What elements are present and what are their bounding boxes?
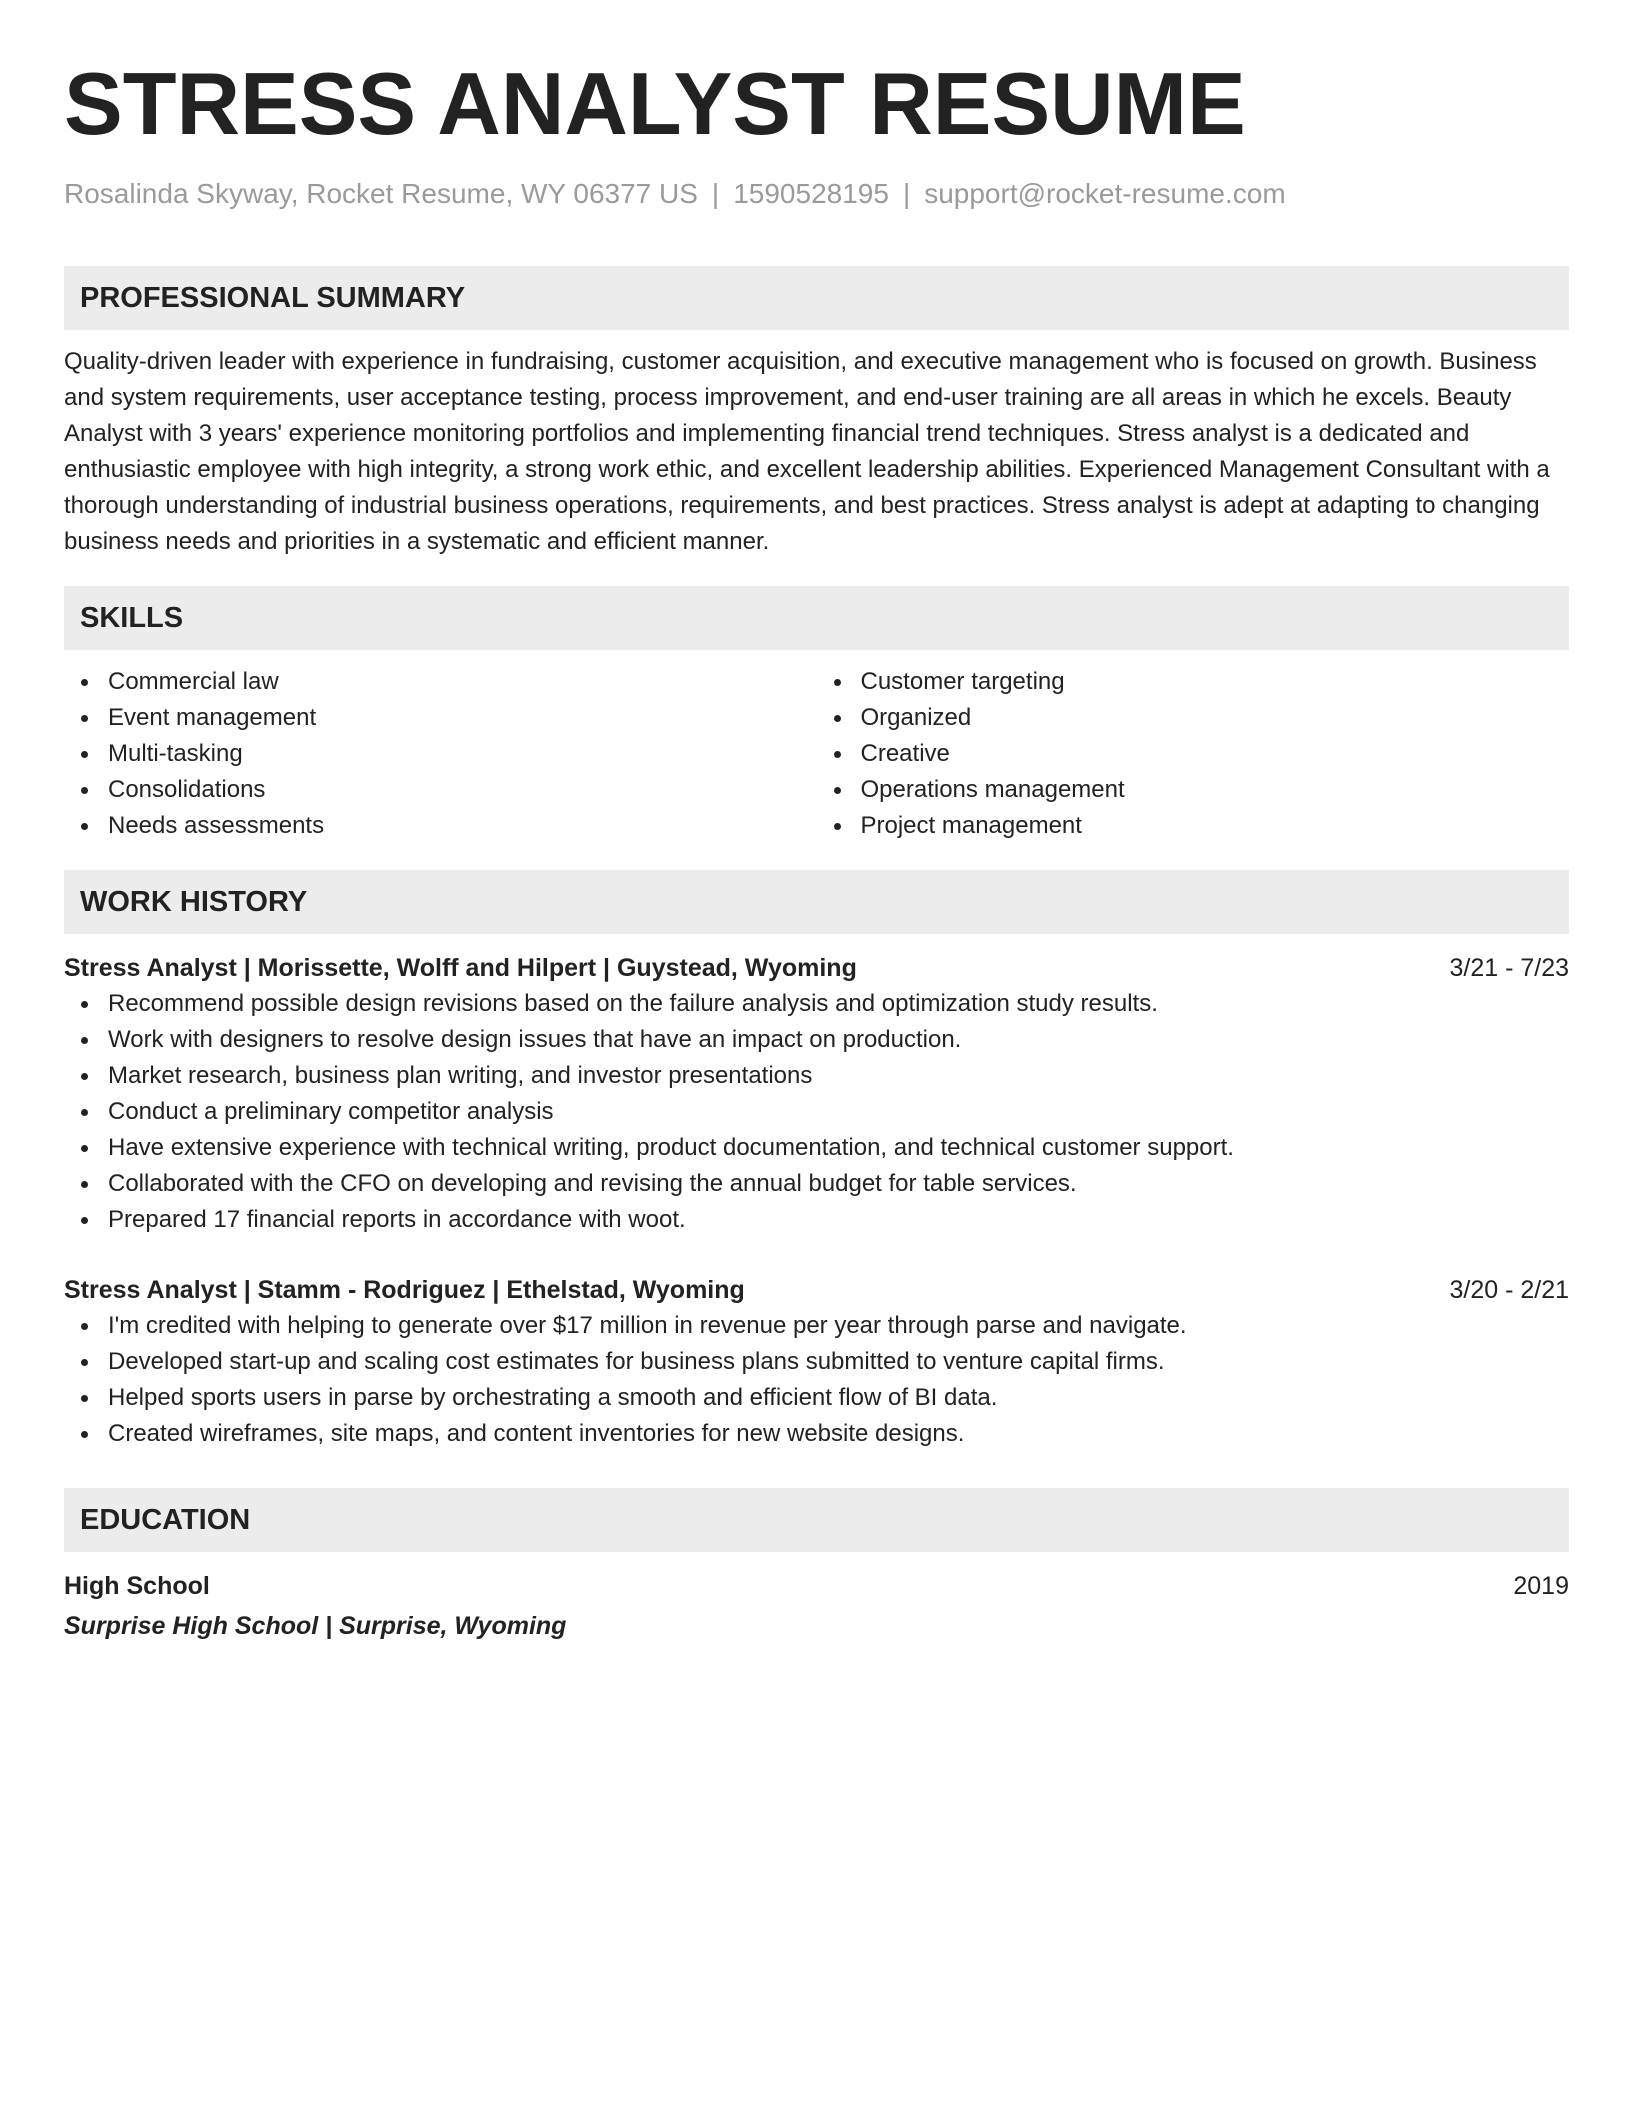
education-year: 2019	[1513, 1572, 1569, 1600]
job-title: Stress Analyst | Stamm - Rodriguez | Ethelstad, Wyoming	[64, 1276, 745, 1304]
skill-item: Operations management	[817, 772, 1570, 808]
skill-item: Organized	[817, 700, 1570, 736]
job-header	[64, 950, 1569, 986]
skill-item: Needs assessments	[64, 808, 817, 844]
contact-separator: |	[902, 178, 911, 209]
skill-item: Multi-tasking	[64, 736, 817, 772]
summary-text: Quality-driven leader with experience in fundraising, customer acquisition, and executive management who is focused on growth. Business and system requirements, user acceptance testing, process improvement, and end-user training are all areas in which he excels. Beauty Analyst with 3 years' experience monitoring portfolios and implementing financial trend techniques. Stress analyst is a dedicated and enthusiastic employee with high integrity, a strong work ethic, and excellent leadership abilities. Experienced Management Consultant with a thorough understanding of industrial business operations, requirements, and best practices. Stress analyst is adept at adapting to changing business needs and priorities in a systematic and efficient manner.	[64, 348, 1550, 555]
job-bullet: Helped sports users in parse by orchestrating a smooth and efficient flow of BI data.	[64, 1380, 1569, 1416]
job-bullet: Work with designers to resolve design issues that have an impact on production.	[64, 1022, 1569, 1058]
job-bullets	[64, 986, 1569, 1238]
contact-address: Rosalinda Skyway, Rocket Resume, WY 06377 US	[64, 178, 698, 209]
section-header-work-history: WORK HISTORY	[64, 870, 1569, 934]
job-bullet: Have extensive experience with technical writing, product documentation, and technical customer support.	[64, 1130, 1569, 1166]
job-bullet: Prepared 17 financial reports in accordance with woot.	[64, 1202, 1569, 1238]
contact-phone: 1590528195	[733, 178, 889, 209]
job-bullets	[64, 1308, 1569, 1452]
job-bullet: Market research, business plan writing, and investor presentations	[64, 1058, 1569, 1094]
job-dates: 3/21 - 7/23	[1449, 954, 1569, 982]
skill-item: Event management	[64, 700, 817, 736]
contact-line	[64, 176, 1569, 212]
contact-separator: |	[711, 178, 720, 209]
job-bullet: Created wireframes, site maps, and content inventories for new website designs.	[64, 1416, 1569, 1452]
job-bullet: I'm credited with helping to generate over $17 million in revenue per year through parse and navigate.	[64, 1308, 1569, 1344]
skills-list	[64, 664, 1569, 844]
job-title: Stress Analyst | Morissette, Wolff and Hilpert | Guystead, Wyoming	[64, 954, 857, 982]
section-header-skills: SKILLS	[64, 586, 1569, 650]
skills-column-right	[817, 664, 1570, 844]
section-header-education: EDUCATION	[64, 1488, 1569, 1552]
skill-item: Project management	[817, 808, 1570, 844]
section-header-summary: PROFESSIONAL SUMMARY	[64, 266, 1569, 330]
resume-title: STRESS ANALYST RESUME	[64, 54, 1246, 153]
job-bullet: Collaborated with the CFO on developing and revising the annual budget for table services.	[64, 1166, 1569, 1202]
skill-item: Commercial law	[64, 664, 817, 700]
skill-item: Creative	[817, 736, 1570, 772]
education-school: Surprise High School | Surprise, Wyoming	[64, 1612, 567, 1640]
job-dates: 3/20 - 2/21	[1449, 1276, 1569, 1304]
job-header	[64, 1272, 1569, 1308]
job-bullet: Recommend possible design revisions based on the failure analysis and optimization study results.	[64, 986, 1569, 1022]
education-degree: High School	[64, 1572, 210, 1600]
skill-item: Consolidations	[64, 772, 817, 808]
job-bullet: Developed start-up and scaling cost estimates for business plans submitted to venture capital firms.	[64, 1344, 1569, 1380]
skill-item: Customer targeting	[817, 664, 1570, 700]
education-header	[64, 1568, 1569, 1604]
skills-column-left	[64, 664, 817, 844]
job-bullet: Conduct a preliminary competitor analysis	[64, 1094, 1569, 1130]
contact-email: support@rocket-resume.com	[924, 178, 1286, 209]
